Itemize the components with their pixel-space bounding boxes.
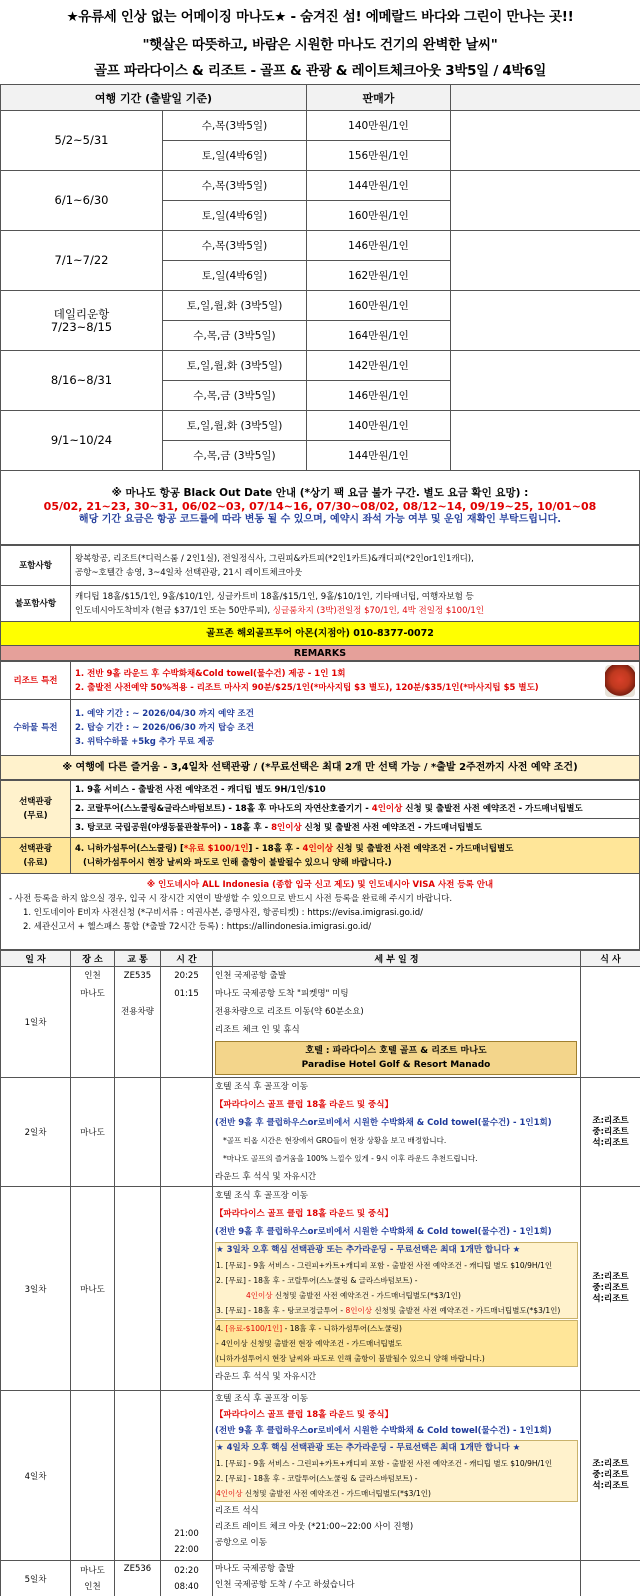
hotel-box: 호텔 : 파라다이스 호텔 골프 & 리조트 마나도 Paradise Hotel Golf & Resort Manado [215,1041,577,1075]
free-option-label: 선택관광 (무료) [1,781,71,838]
optional-tour-title: ※ 여행에 다른 즐거움 - 3,4일차 선택관광 / (*무료선택은 최대 2개 만 선택 가능 / *출발 2주전까지 사전 예약 조건) [0,756,640,780]
days-cell: 토,일,월,화 (3박5일) [163,291,307,321]
days-cell: 토,일,월,화 (3박5일) [163,351,307,381]
remarks-table [0,661,640,756]
meal-cell: 조:리조트 중:리조트 석:리조트 [581,1187,640,1391]
inclusion-table [0,545,640,622]
price-cell: 144만원/1인 [307,441,451,471]
remarks-title: REMARKS [0,646,640,661]
contact-banner: 골프존 해외골프투어 아몬(지점아) 010-8377-0072 [0,622,640,646]
optional-tour-table [0,780,640,874]
day1-row: 1일차 인천 마나도 ZE535 전용차량 20:25 01:15 인천 국제공항 출발 마나도 국제공항 도착 "피켓명" 미팅 전용차량으로 리조트 이동(약 60분소요) 리조트 체크 인 및 휴식 호텔 : 파라다이스 호텔 골프 & 리조트 마나도 Paradise Hotel Golf & Resort Manado [1,967,640,1078]
price-cell: 160만원/1인 [307,201,451,231]
exclude-content: 캐디팁 18홀/$15/1인, 9홀/$10/1인, 싱글카트비 18홀/$15/1인, 9홀/$10/1인, 기타매너팁, 여행자보험 등 인도네시아도착비자 (현금 $37/1인 또는 50만루피), 싱글룸차지 (3박)전일정 $70/1인, 4박 전일정 $100/1인 [71,586,640,622]
price-cell: 164만원/1인 [307,321,451,351]
col-day: 일 자 [1,951,71,967]
itinerary-table [0,950,640,1596]
sub-headline: "햇살은 따뜻하고, 바람은 시원한 마나도 건기의 완벽한 날씨" [142,37,498,53]
period-cell: 7/1~7/22 [1,231,163,291]
days-cell: 수,목,금 (3박5일) [163,441,307,471]
price-header-period: 여행 기간 (출발일 기준) [1,85,307,111]
days-cell: 수,목(3박5일) [163,111,307,141]
price-header-price: 판매가 [307,85,451,111]
exclude-label: 불포함사항 [1,586,71,622]
period-cell: 8/16~8/31 [1,351,163,411]
price-cell: 144만원/1인 [307,171,451,201]
free-option-content: 1. 9홀 서비스 - 출발전 사전 예약조건 - 캐디팁 별도 9H/1인/$10 2. 코랄투어(스노쿨링&글라스바텀보트) - 18홀 후 마나도의 자연산호즐기기 - 4인이상 신청 및 출발전 사전 예약조건 - 가드매너팁별도 3. 탕코코 국립공원(야생동물관찰투어) - 18홀 후 - 8인이상 신청 및 출발전 사전 예약조건 - 가드매너팁별도 [71,781,640,838]
days-cell: 토,일(4박6일) [163,261,307,291]
period-cell [1,291,163,351]
product-title: 골프 파라다이스 & 리조트 - 골프 & 관광 & 레이트체크아웃 3박5일 / 4박6일 [93,63,547,79]
include-label: 포함사항 [1,546,71,586]
days-cell: 수,목,금 (3박5일) [163,321,307,351]
price-cell: 146만원/1인 [307,381,451,411]
period-label: 데일리운항 [53,306,110,321]
price-cell: 140만원/1인 [307,111,451,141]
watermelon-dessert-icon [605,665,635,697]
period-cell: 9/1~10/24 [1,411,163,471]
col-time: 시 간 [161,951,213,967]
price-table [0,84,640,471]
day4-row: 4일차 21:00 22:00 호텔 조식 후 골프장 이동 【파라다이스 골프 클럽 18홀 라운드 및 중식】 (전반 9홀 후 클럽하우스or로비에서 시원한 수박화채 & Cold towel(물수건) - 1인1회) ★ 4일차 오후 핵심 선택관광 또는 추가라운딩 - 무료선택은 최대 1개만 합니다 ★ 1. [무료] - 9홀 서비스 - 그린피+카트+캐디피 포함 - 출발전 사전 예약조건 - 캐디팁 별도 $10/9H/1인 2. [무료] - 18홀 후 - 코랄투어(스노쿨링 & 글라스바텀보트) - 4인이상 신청및 출발전 사전 예약조건 - 가드매너팁별도(*$3/1인) 리조트 석식 리조트 레이트 체크 아웃 (*21:00~22:00 사이 진행) 공항으로 이동 조:리조트 중:리조트 석:리조트 [1,1391,640,1561]
paid-option-content: 4. 니하가섬투어(스노쿨링) [*유료 $100/1인] - 18홀 후 - 4인이상 신청 및 출발전 사전 예약조건 - 가드매너팁별도 (니하가섬투어시 현장 날씨와 파도로 인해 출항이 불발될수 있으니 양해 바랍니다.) [71,838,640,874]
price-cell: 162만원/1인 [307,261,451,291]
price-cell: 142만원/1인 [307,351,451,381]
col-place: 장 소 [71,951,115,967]
price-cell: 156만원/1인 [307,141,451,171]
day2-row: 2일차 마나도 호텔 조식 후 골프장 이동 【파라다이스 골프 클럽 18홀 라운드 및 중식】 (전반 9홀 후 클럽하우스or로비에서 시원한 수박화채 & Cold towel(물수건) - 1인1회) *골프 티옵 시간은 현장에서 GRO들이 현장 상황을 보고 배정합니다. *마나도 골프의 즐거움을 100% 느낄수 있게 - 9시 이후 라운드 추천드립니다. 라운드 후 석식 및 자유시간 조:리조트 중:리조트 석:리조트 [1,1078,640,1187]
visa-notice: ※ 인도네시아 ALL Indonesia (종합 입국 신고 제도) 및 인도네시아 VISA 사전 등록 안내 - 사전 등록을 하지 않으실 경우, 입국 시 장시간 지연이 발생할 수 있으므로 반드시 사전 등록을 완료해 주시기 바랍니다. 1. 인도네이아 E비자 사전신청 (*구비서류 : 여권사본, 증명사진, 항공티켓) : https://evisa.imigrasi.go.id/ 2. 세관신고서 + 헬스패스 통합 (*출발 72시간 등록) : https://allindonesia.imigrasi.go.id/ [0,874,640,950]
headline: ★유류세 인상 없는 어메이징 마나도★ - 숨겨진 섬! 에메랄드 바다와 그린이 만나는 곳!! [66,9,574,25]
meal-cell: 조:리조트 중:리조트 석:리조트 [581,1391,640,1561]
baggage-benefit-label: 수하물 특전 [1,700,71,756]
col-schedule: 세 부 일 정 [213,951,581,967]
resort-benefit-content: 1. 전반 9홀 라운드 후 수박화채&Cold towel(물수건) 제공 - 1인 1회 2. 출발전 사전예약 50%적용 - 리조트 마사지 90분/$25/1인(*마사지팁 $3 별도), 120분/$35/1인(*마사지팁 $5 별도) [71,662,640,700]
days-cell: 수,목(3박5일) [163,171,307,201]
baggage-benefit-content: 1. 예약 기간 : ~ 2026/04/30 까지 예약 조건 2. 탑승 기간 : ~ 2026/06/30 까지 탑승 조건 3. 위탁수하물 +5kg 추가 무료 제공 [71,700,640,756]
days-cell: 토,일(4박6일) [163,141,307,171]
visa-title: ※ 인도네시아 ALL Indonesia (종합 입국 신고 제도) 및 인도네시아 VISA 사전 등록 안내 [146,880,494,890]
col-meal: 식 사 [581,951,640,967]
blackout-dates: 05/02, 21~23, 30~31, 06/02~03, 07/14~16, 07/30~08/02, 08/12~14, 09/19~25, 10/01~08 [43,500,597,513]
days-cell: 수,목(3박5일) [163,231,307,261]
meal-cell: 조:리조트 중:리조트 석:리조트 [581,1078,640,1187]
resort-benefit-label: 리조트 특전 [1,662,71,700]
blackout-notice [0,471,640,545]
blackout-note: 해당 기간 요금은 항공 코드률에 따라 변동 될 수 있으며, 예약시 좌석 가능 여부 및 운임 재확인 부탁드립니다. [78,514,562,525]
period-dates: 7/23~8/15 [50,319,113,334]
day5-row: 5일차 마나도 인천 ZE536 02:20 08:40 마나도 국제공항 출발 인천 국제공항 도착 / 수고 하셨습니다 [1,1561,640,1596]
include-content: 왕복항공, 리조트(*디럭스룸 / 2인1실), 전일정식사, 그린피&카트피(*2인1카트)&캐디피(*2인or1인1캐디), 공항~호텔간 송영, 3~4일차 선택관광, 21시 레이트체크아웃 [71,546,640,586]
period-cell: 6/1~6/30 [1,171,163,231]
price-cell: 160만원/1인 [307,291,451,321]
price-cell: 146만원/1인 [307,231,451,261]
blackout-title: ※ 마나도 항공 Black Out Date 안내 (*상기 팩 요금 불가 구간. 별도 요금 확인 요망) : [111,487,529,499]
price-cell: 140만원/1인 [307,411,451,441]
paid-option-label: 선택관광 (유료) [1,838,71,874]
days-cell: 수,목,금 (3박5일) [163,381,307,411]
period-cell: 5/2~5/31 [1,111,163,171]
day3-row: 3일차 마나도 호텔 조식 후 골프장 이동 【파라다이스 골프 클럽 18홀 라운드 및 중식】 (전반 9홀 후 클럽하우스or로비에서 시원한 수박화채 & Cold towel(물수건) - 1인1회) ★ 3일차 오후 핵심 선택관광 또는 추가라운딩 - 무료선택은 최대 1개만 합니다 ★ 1. [무료] - 9홀 서비스 - 그린피+카트+캐디피 포함 - 출발전 사전 예약조건 - 캐디팁 별도 $10/9H/1인 2. [무료] - 18홀 후 - 코랄투어(스노쿨링 & 글라스바텀보트) - 4인이상 신청및 출발전 사전 예약조건 - 가드매너팁별도(*$3/1인) 3. [무료] - 18홀 후 - 탕코코정글투어 - 8인이상 신청및 출발전 사전 예약조건 - 가드매너팁별도(*$3/1인) 4. [유료-$100/1인] - 18홀 후 - 니하가섬투어(스노쿨링) - 4인이상 신청및 출발전 현장 예약조건 - 가드매너팁별도 (니하가섬투어시 현장 날씨와 파도로 인해 출항이 불발될수 있으니 양해 바랍니다.) 라운드 후 석식 및 자유시간 조:리조트 중:리조트 석:리조트 [1,1187,640,1391]
days-cell: 토,일(4박6일) [163,201,307,231]
col-transport: 교 통 [115,951,161,967]
days-cell: 토,일,월,화 (3박5일) [163,411,307,441]
